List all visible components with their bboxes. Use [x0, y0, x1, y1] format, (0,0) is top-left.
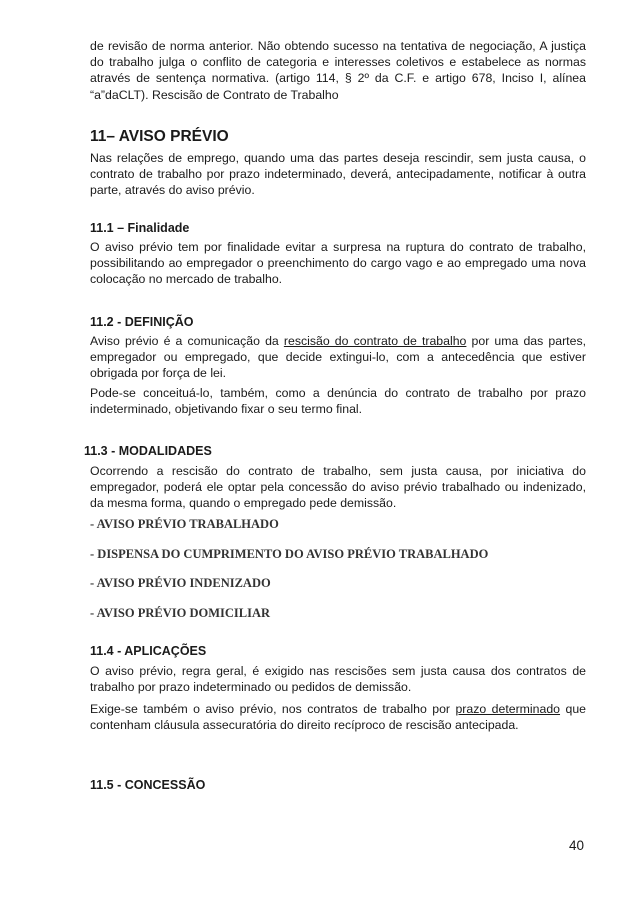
- modality-item: - AVISO PRÉVIO INDENIZADO: [90, 576, 271, 590]
- section-11-4-paragraph-2: Exige-se também o aviso prévio, nos contratos de trabalho por prazo determinado que contenham cláusula assecuratória do direito recíproco de rescisão antecipada.: [90, 702, 586, 733]
- modality-item: - AVISO PRÉVIO TRABALHADO: [90, 517, 279, 531]
- section-11-4-paragraph-1: O aviso prévio, regra geral, é exigido nas rescisões sem justa causa dos contratos de trabalho por prazo indeterminado ou pedidos de demissão.: [90, 664, 586, 695]
- section-11-3-title: 11.3 - MODALIDADES: [84, 444, 212, 458]
- section-11-5-title: 11.5 - CONCESSÃO: [90, 778, 206, 792]
- section-11-4-title: 11.4 - APLICAÇÕES: [90, 644, 207, 658]
- section-11-2-paragraph-1: Aviso prévio é a comunicação da rescisão do contrato de trabalho por uma das partes, empregador ou empregado, que decide extingui-lo, com a antecedência que estiver obrigada por força de lei.: [90, 334, 587, 381]
- modality-item: - AVISO PRÉVIO DOMICILIAR: [90, 606, 271, 620]
- section-11-1-text: O aviso prévio tem por finalidade evitar a surpresa na ruptura do contrato de trabalho, possibilitando ao empregador o preenchimento do cargo vago e ao empregado uma nova colocação no mercado de trabalho.: [90, 240, 586, 287]
- section-11-3-text: Ocorrendo a rescisão do contrato de trabalho, sem justa causa, por iniciativa do empregador, poderá ele optar pela concessão do aviso prévio trabalhado ou indenizado, da mesma forma, quando o empregado pede demissão.: [90, 464, 586, 511]
- page-number: 40: [568, 838, 584, 853]
- prazo-determinado-link[interactable]: prazo determinado: [455, 702, 561, 716]
- intro-paragraph: de revisão de norma anterior. Não obtendo sucesso na tentativa de negociação, A justiça do trabalho julga o conflito de categoria e interesses coletivos e estabelece as normas através de sentença normativa. (artigo 114, § 2º da C.F. e artigo 678, Inciso I, alínea “a”daCLT). Rescisão de Contrato de Trabalho: [90, 39, 586, 102]
- rescisao-link[interactable]: rescisão do contrato de trabalho: [283, 334, 467, 348]
- section-11-text: Nas relações de emprego, quando uma das partes deseja rescindir, sem justa causa, o contrato de trabalho por prazo indeterminado, deverá, antecipadamente, notificar à outra parte, através do aviso prévio.: [90, 151, 586, 198]
- section-11-2-title: 11.2 - DEFINIÇÃO: [90, 315, 194, 329]
- section-11-title: 11– AVISO PRÉVIO: [90, 128, 229, 145]
- modality-item: - DISPENSA DO CUMPRIMENTO DO AVISO PRÉVIO TRABALHADO: [90, 547, 489, 561]
- section-11-2-paragraph-2: Pode-se conceituá-lo, também, como a denúncia do contrato de trabalho por prazo indeterminado, objetivando fixar o seu termo final.: [90, 386, 586, 417]
- section-11-1-title: 11.1 – Finalidade: [90, 221, 190, 235]
